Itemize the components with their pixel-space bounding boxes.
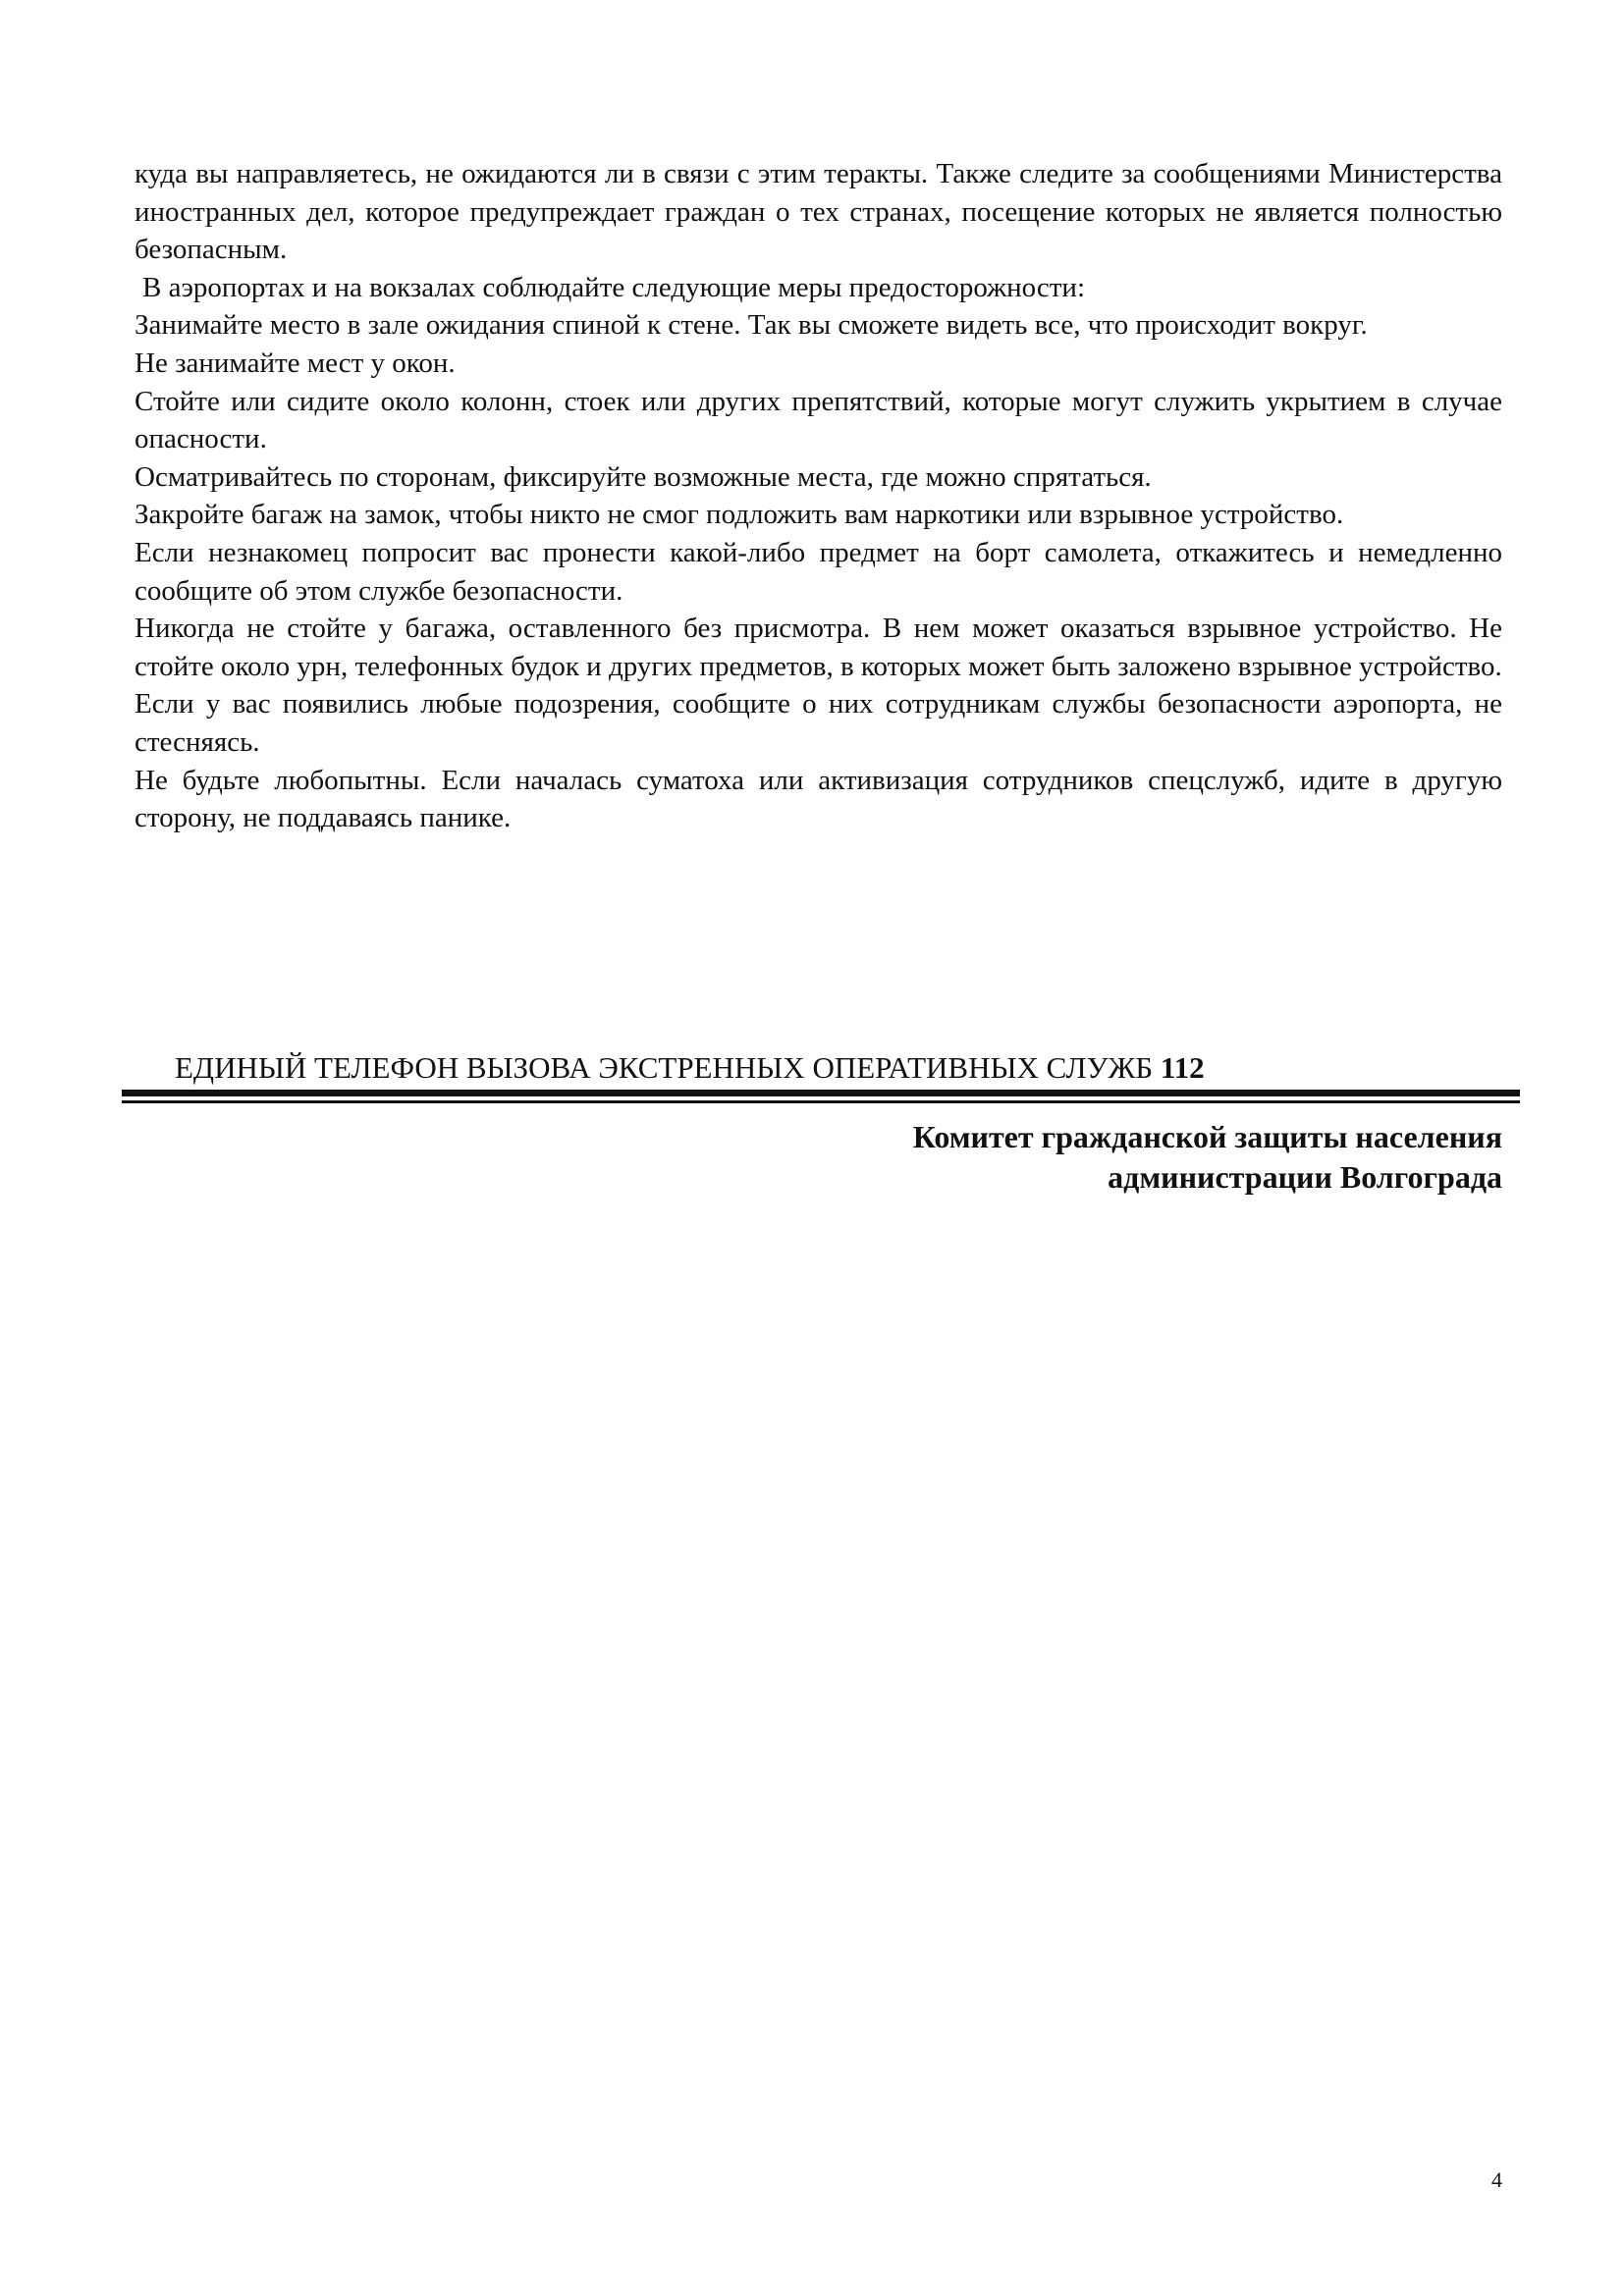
paragraph-travel-check: куда вы направляетесь, не ожидаются ли в связи с этим теракты. Также следите за сообщениями Министерства иностранных дел, которое предупреждает граждан о тех странах, посещение которых не является полностью безопасным. <box>135 158 1502 266</box>
paragraph-avoid-windows: Не занимайте мест у окон. <box>135 347 456 379</box>
paragraph-refuse-strangers: Если незнакомец попросит вас пронести какой-либо предмет на борт самолета, откажитесь и немедленно сообщите об этом службе безопасности. <box>135 536 1502 607</box>
hotline-text: ЕДИНЫЙ ТЕЛЕФОН ВЫЗОВА ЭКСТРЕННЫХ ОПЕРАТИВНЫХ СЛУЖБ <box>175 1050 1154 1085</box>
hotline-number: 112 <box>1160 1050 1205 1085</box>
paragraph-report-suspicions: Если у вас появились любые подозрения, сообщите о них сотрудникам службы безопасности аэропорта, не стесняясь. <box>135 688 1502 758</box>
signature-block <box>913 1117 1502 1198</box>
page-number: 4 <box>1491 2167 1502 2192</box>
paragraph-lock-luggage: Закройте багаж на замок, чтобы никто не смог подложить вам наркотики или взрывное устройство. <box>135 499 1344 531</box>
divider-thin <box>122 1100 1520 1103</box>
emergency-hotline <box>175 1048 1205 1088</box>
paragraph-airport-precautions-intro: В аэропортах и на вокзалах соблюдайте следующие меры предосторожности: <box>142 271 1086 303</box>
paragraph-look-around: Осматривайтесь по сторонам, фиксируйте возможные места, где можно спрятаться. <box>135 460 1152 493</box>
paragraph-not-curious: Не будьте любопытны. Если началась суматоха или активизация сотрудников спецслужб, идите в другую сторону, не поддаваясь панике. <box>135 764 1502 834</box>
signature-line-1: Комитет гражданской защиты населения <box>912 1119 1502 1154</box>
paragraph-unattended-baggage: Никогда не стойте у багажа, оставленного без присмотра. В нем может оказаться взрывное устройство. Не стойте около урн, телефонных будок и других предметов, в которых может быть заложено взрывное устройство. <box>135 613 1502 682</box>
paragraph-near-columns: Стойте или сидите около колонн, стоек или других препятствий, которые могут служить укрытием в случае опасности. <box>135 385 1502 455</box>
paragraph-back-to-wall: Занимайте место в зале ожидания спиной к стене. Так вы сможете видеть все, что происходит вокруг. <box>135 309 1368 342</box>
divider-thick <box>122 1090 1520 1096</box>
signature-line-2: администрации Волгограда <box>1108 1159 1502 1195</box>
body-text <box>135 155 1502 837</box>
